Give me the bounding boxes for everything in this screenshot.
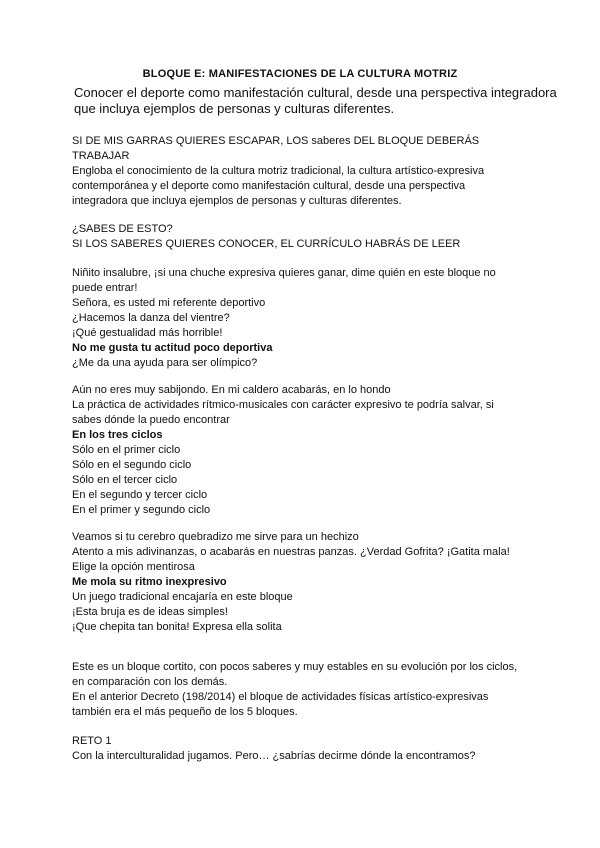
text-line: integradora que incluya ejemplos de personas y culturas diferentes. bbox=[72, 195, 402, 207]
text-line: sabes dónde la puedo encontrar bbox=[72, 414, 230, 426]
text-line: Sólo en el segundo ciclo bbox=[72, 459, 192, 471]
intro-line: Conocer el deporte como manifestación cultural, desde una perspectiva integradora bbox=[74, 85, 557, 100]
text-line: Un juego tradicional encajaría en este bloque bbox=[72, 591, 293, 603]
intro-paragraph bbox=[74, 85, 557, 117]
reto-heading: RETO 1 bbox=[72, 735, 112, 747]
text-line: ¿SABES DE ESTO? bbox=[72, 223, 173, 235]
text-line: Sólo en el primer ciclo bbox=[72, 444, 181, 456]
text-line: Atento a mis adivinanzas, o acabarás en nuestras panzas. ¿Verdad Gofrita? ¡Gatita mala! bbox=[72, 546, 510, 558]
section-garras bbox=[72, 134, 542, 209]
text-line: Con la interculturalidad jugamos. Pero… ¿sabrías decirme dónde la encontramos? bbox=[72, 750, 476, 762]
section-reto bbox=[72, 734, 542, 764]
text-line: En el anterior Decreto (198/2014) el bloque de actividades físicas artístico-expresivas bbox=[72, 691, 489, 703]
text-line: La práctica de actividades rítmico-musicales con carácter expresivo te podría salvar, si bbox=[72, 399, 494, 411]
text-line: puede entrar! bbox=[72, 282, 138, 294]
page-title: BLOQUE E: MANIFESTACIONES DE LA CULTURA MOTRIZ bbox=[142, 68, 458, 80]
text-line: también era el más pequeño de los 5 bloques. bbox=[72, 706, 298, 718]
text-line: ¿Me da una ayuda para ser olímpico? bbox=[72, 357, 258, 369]
text-line: Elige la opción mentirosa bbox=[72, 561, 195, 573]
correct-answer: En los tres ciclos bbox=[72, 429, 163, 441]
intro-line: que incluya ejemplos de personas y culturas diferentes. bbox=[74, 101, 395, 116]
text-line: En el primer y segundo ciclo bbox=[72, 504, 211, 516]
text-line: Sólo en el tercer ciclo bbox=[72, 474, 178, 486]
correct-answer: Me mola su ritmo inexpresivo bbox=[72, 576, 227, 588]
text-line: ¡Que chepita tan bonita! Expresa ella solita bbox=[72, 621, 282, 633]
section-ninito bbox=[72, 266, 542, 371]
text-line: ¡Esta bruja es de ideas simples! bbox=[72, 606, 228, 618]
section-hechizo bbox=[72, 530, 542, 635]
text-line: Veamos si tu cerebro quebradizo me sirve para un hechizo bbox=[72, 531, 359, 543]
text-line: en comparación con los demás. bbox=[72, 676, 228, 688]
text-line: TRABAJAR bbox=[72, 150, 130, 162]
section-sabes bbox=[72, 222, 542, 252]
text-line: Niñito insalubre, ¡si una chuche expresiva quieres ganar, dime quién en este bloque no bbox=[72, 267, 496, 279]
correct-answer: No me gusta tu actitud poco deportiva bbox=[72, 342, 273, 354]
text-line: Señora, es usted mi referente deportivo bbox=[72, 297, 266, 309]
text-line: ¿Hacemos la danza del vientre? bbox=[72, 312, 230, 324]
text-line: Engloba el conocimiento de la cultura motriz tradicional, la cultura artístico-expresiva bbox=[72, 165, 485, 177]
text-line: Aún no eres muy sabijondo. En mi caldero acabarás, en lo hondo bbox=[72, 384, 391, 396]
text-line: contemporánea y el deporte como manifestación cultural, desde una perspectiva bbox=[72, 180, 466, 192]
text-line: ¡Qué gestualidad más horrible! bbox=[72, 327, 223, 339]
text-line: SI DE MIS GARRAS QUIERES ESCAPAR, LOS saberes DEL BLOQUE DEBERÁS bbox=[72, 135, 480, 147]
section-cortito bbox=[72, 660, 542, 720]
section-caldero bbox=[72, 383, 542, 518]
text-line: SI LOS SABERES QUIERES CONOCER, EL CURRÍCULO HABRÁS DE LEER bbox=[72, 238, 461, 250]
text-line: Este es un bloque cortito, con pocos saberes y muy estables en su evolución por los ciclos, bbox=[72, 661, 518, 673]
text-line: En el segundo y tercer ciclo bbox=[72, 489, 208, 501]
